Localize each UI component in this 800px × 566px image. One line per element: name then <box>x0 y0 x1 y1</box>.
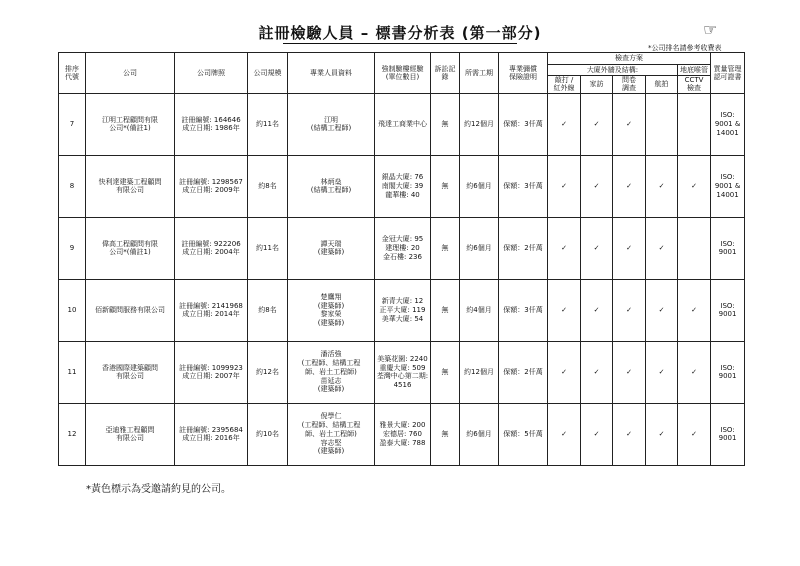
checkmark-icon: ✓ <box>581 341 613 403</box>
company-cell: 快利達建築工程顧問 有限公司 <box>86 155 175 217</box>
staff-cell: 譚天瑞 (建築師) <box>288 217 375 279</box>
size-cell: 約8名 <box>248 279 288 341</box>
size-cell: 約11名 <box>248 93 288 155</box>
checkmark-icon: ✓ <box>646 155 678 217</box>
checkmark-icon: ✓ <box>581 155 613 217</box>
header-drain-group: 地底喉管 <box>678 65 711 76</box>
insurance-cell: 保額：3仟萬 <box>499 155 548 217</box>
header-experience: 強制驗樓經驗 (單位數目) <box>375 53 431 94</box>
rank-cell: 11 <box>59 341 86 403</box>
company-cell: 佰新顧問服務有限公司 <box>86 279 175 341</box>
duration-cell: 約12個月 <box>460 93 499 155</box>
table-row <box>59 155 745 217</box>
quality-cell: ISO: 9001 <box>711 403 745 465</box>
header-duration: 所需工期 <box>460 53 499 94</box>
rank-cell: 9 <box>59 217 86 279</box>
table-row <box>59 403 745 465</box>
quality-cell: ISO: 9001 & 14001 <box>711 93 745 155</box>
litigation-cell: 無 <box>431 341 460 403</box>
checkmark-icon <box>646 93 678 155</box>
rank-cell: 8 <box>59 155 86 217</box>
size-cell: 約10名 <box>248 403 288 465</box>
quality-cell: ISO: 9001 <box>711 279 745 341</box>
duration-cell: 約6個月 <box>460 403 499 465</box>
duration-cell: 約12個月 <box>460 341 499 403</box>
staff-cell: 林炳燊 (結構工程師) <box>288 155 375 217</box>
staff-cell: 楚鷹翔 (建築師) 黎家榮 (建築師) <box>288 279 375 341</box>
checkmark-icon: ✓ <box>678 341 711 403</box>
header-cctv: CCTV 檢查 <box>678 76 711 94</box>
header-tapping-infrared: 敲打 / 紅外線 <box>548 76 581 94</box>
checkmark-icon: ✓ <box>646 279 678 341</box>
header-inspection-plan: 檢查方案 <box>548 53 711 65</box>
pointing-hand-icon: ☞ <box>703 20 718 39</box>
litigation-cell: 無 <box>431 279 460 341</box>
page-title: 註冊檢驗人員 – 標書分析表 (第一部分) <box>258 24 542 42</box>
checkmark-icon: ✓ <box>646 341 678 403</box>
table-row <box>59 217 745 279</box>
header-staff: 專業人員資料 <box>288 53 375 94</box>
insurance-cell: 保額：2仟萬 <box>499 341 548 403</box>
checkmark-icon: ✓ <box>548 341 581 403</box>
litigation-cell: 無 <box>431 155 460 217</box>
checkmark-icon: ✓ <box>613 403 646 465</box>
checkmark-icon: ✓ <box>646 217 678 279</box>
company-cell: 香港國際建築顧問 有限公司 <box>86 341 175 403</box>
header-quality: 質量管理 認可證書 <box>711 53 745 94</box>
litigation-cell: 無 <box>431 93 460 155</box>
company-cell: 亞迪雅工程顧問 有限公司 <box>86 403 175 465</box>
checkmark-icon: ✓ <box>548 93 581 155</box>
staff-cell: 倪學仁 (工程師、結構工程 師、岩土工程師) 容志堅 (建築師) <box>288 403 375 465</box>
ranking-note: *公司排名請參考收費表 <box>648 44 722 52</box>
size-cell: 約11名 <box>248 217 288 279</box>
insurance-cell: 保額：3仟萬 <box>499 93 548 155</box>
experience-cell: 雅景大廈: 200 宏德居: 760 盈泰大廈: 788 <box>375 403 431 465</box>
checkmark-icon: ✓ <box>548 403 581 465</box>
checkmark-icon: ✓ <box>613 155 646 217</box>
checkmark-icon: ✓ <box>613 217 646 279</box>
checkmark-icon: ✓ <box>646 403 678 465</box>
size-cell: 約12名 <box>248 341 288 403</box>
litigation-cell: 無 <box>431 403 460 465</box>
quality-cell: ISO: 9001 <box>711 341 745 403</box>
checkmark-icon <box>678 93 711 155</box>
footnote: *黃色標示為受邀請約見的公司。 <box>86 484 231 495</box>
license-cell: 註冊編號: 164646 成立日期: 1986年 <box>175 93 248 155</box>
header-insurance: 專業彌償 保險證明 <box>499 53 548 94</box>
header-rank: 排序 代號 <box>59 53 86 94</box>
checkmark-icon: ✓ <box>581 93 613 155</box>
checkmark-icon: ✓ <box>581 279 613 341</box>
duration-cell: 約4個月 <box>460 279 499 341</box>
rank-cell: 10 <box>59 279 86 341</box>
checkmark-icon: ✓ <box>548 155 581 217</box>
size-cell: 約8名 <box>248 155 288 217</box>
duration-cell: 約6個月 <box>460 217 499 279</box>
checkmark-icon <box>678 217 711 279</box>
license-cell: 註冊編號: 2141968 成立日期: 2014年 <box>175 279 248 341</box>
tender-analysis-table <box>58 52 745 466</box>
header-home-visit: 家訪 <box>581 76 613 94</box>
rank-cell: 12 <box>59 403 86 465</box>
license-cell: 註冊編號: 922206 成立日期: 2004年 <box>175 217 248 279</box>
checkmark-icon: ✓ <box>613 341 646 403</box>
company-cell: 偉高工程顧問有限 公司*(備註1) <box>86 217 175 279</box>
header-external-wall-group: 大廈外牆及結構: <box>548 65 678 76</box>
header-company: 公司 <box>86 53 175 94</box>
checkmark-icon: ✓ <box>613 93 646 155</box>
license-cell: 註冊編號: 1099923 成立日期: 2007年 <box>175 341 248 403</box>
table-row <box>59 341 745 403</box>
table-row <box>59 279 745 341</box>
header-size: 公司規模 <box>248 53 288 94</box>
table-row <box>59 93 745 155</box>
experience-cell: 飛達工商業中心 <box>375 93 431 155</box>
header-aerial: 航拍 <box>646 76 678 94</box>
header-litigation: 訴訟記錄 <box>431 53 460 94</box>
quality-cell: ISO: 9001 <box>711 217 745 279</box>
experience-cell: 美築花園: 2240 重慶大廈: 509 荃灣中心第二期: 4516 <box>375 341 431 403</box>
staff-cell: 江明 (結構工程師) <box>288 93 375 155</box>
duration-cell: 約6個月 <box>460 155 499 217</box>
checkmark-icon: ✓ <box>548 217 581 279</box>
checkmark-icon: ✓ <box>678 279 711 341</box>
checkmark-icon: ✓ <box>581 217 613 279</box>
rank-cell: 7 <box>59 93 86 155</box>
title-underline <box>283 43 517 44</box>
experience-cell: 銀晶大廈: 76 南閣大廈: 39 龍華樓: 40 <box>375 155 431 217</box>
checkmark-icon: ✓ <box>548 279 581 341</box>
experience-cell: 金冠大廈: 95 建理樓: 20 金石樓: 236 <box>375 217 431 279</box>
checkmark-icon: ✓ <box>581 403 613 465</box>
experience-cell: 新青大廈: 12 正平大廈: 119 美華大廈: 54 <box>375 279 431 341</box>
license-cell: 註冊編號: 1298567 成立日期: 2009年 <box>175 155 248 217</box>
litigation-cell: 無 <box>431 217 460 279</box>
checkmark-icon: ✓ <box>613 279 646 341</box>
staff-cell: 潘活強 (工程師、結構工程 師、岩土工程師) 苗延志 (建築師) <box>288 341 375 403</box>
insurance-cell: 保額：2仟萬 <box>499 217 548 279</box>
quality-cell: ISO: 9001 & 14001 <box>711 155 745 217</box>
header-license: 公司牌照 <box>175 53 248 94</box>
insurance-cell: 保額：5仟萬 <box>499 403 548 465</box>
company-cell: 江明工程顧問有限 公司*(備註1) <box>86 93 175 155</box>
insurance-cell: 保額：3仟萬 <box>499 279 548 341</box>
checkmark-icon: ✓ <box>678 403 711 465</box>
checkmark-icon: ✓ <box>678 155 711 217</box>
header-questionnaire: 問卷 調查 <box>613 76 646 94</box>
license-cell: 註冊編號: 2395684 成立日期: 2016年 <box>175 403 248 465</box>
